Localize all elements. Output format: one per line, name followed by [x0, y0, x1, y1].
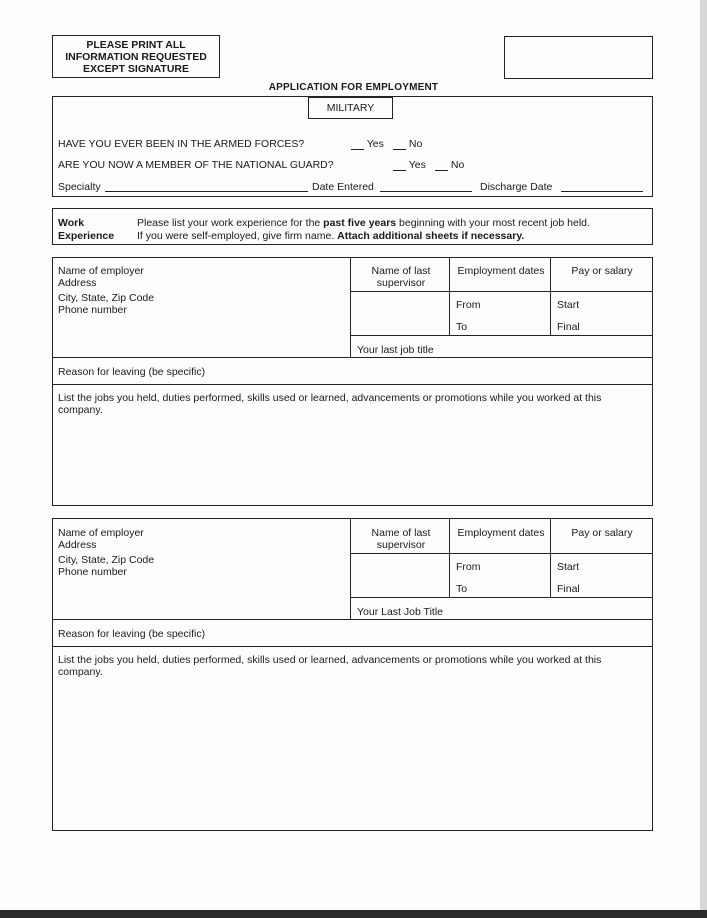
specialty-field[interactable] [105, 191, 308, 192]
scan-edge-bottom [0, 910, 707, 918]
to-label: To [456, 583, 468, 595]
work-instructions-line-2: If you were self-employed, give firm name. Attach additional sheets if necessary. [137, 230, 525, 242]
no-label: No [408, 138, 423, 150]
employer-phone-label: Phone number [58, 304, 127, 316]
date-entered-field[interactable] [380, 191, 472, 192]
print-notice [52, 35, 220, 78]
employer-address-label: Address [58, 539, 97, 551]
employer-phone-label: Phone number [58, 566, 127, 578]
yes-label: Yes [366, 138, 384, 150]
supervisor-label: Name of last supervisor [371, 265, 431, 289]
national-guard-question: ARE YOU NOW A MEMBER OF THE NATIONAL GUARD? [58, 159, 334, 171]
notice-line-2: INFORMATION REQUESTED [65, 51, 207, 63]
form-title: APPLICATION FOR EMPLOYMENT [268, 82, 439, 93]
scan-edge-right [700, 0, 707, 918]
armed-forces-question: HAVE YOU EVER BEEN IN THE ARMED FORCES? [58, 138, 305, 150]
armed-forces-yes[interactable] [351, 138, 384, 150]
national-guard-no[interactable] [435, 159, 464, 171]
to-label: To [456, 321, 468, 333]
employer-city-label: City, State, Zip Code [58, 292, 155, 304]
work-label: Work [58, 217, 85, 229]
supervisor-label: Name of last supervisor [371, 527, 431, 551]
employer-block-2 [52, 518, 653, 831]
discharge-date-field[interactable] [561, 191, 643, 192]
employer-address-label: Address [58, 277, 97, 289]
employment-dates-label: Employment dates [457, 265, 545, 277]
armed-forces-no[interactable] [393, 138, 422, 150]
date-entered-label: Date Entered [312, 181, 374, 193]
employer-name-label: Name of employer [58, 265, 144, 277]
notice-line-1: PLEASE PRINT ALL [86, 39, 186, 51]
start-label: Start [557, 561, 580, 573]
blank-header-box [504, 36, 653, 79]
employer-name-label: Name of employer [58, 527, 144, 539]
duties-label: List the jobs you held, duties performed, skills used or learned, advancements or promotions while you worked at this company. [58, 654, 602, 678]
pay-salary-label: Pay or salary [571, 265, 633, 277]
final-label: Final [557, 321, 580, 333]
discharge-date-label: Discharge Date [480, 181, 553, 193]
reason-leaving-label: Reason for leaving (be specific) [58, 366, 206, 378]
employer-city-label: City, State, Zip Code [58, 554, 155, 566]
job-title-label: Your Last Job Title [357, 606, 443, 618]
final-label: Final [557, 583, 580, 595]
from-label: From [456, 561, 481, 573]
national-guard-yes[interactable] [393, 159, 426, 171]
military-label: MILITARY [308, 97, 393, 119]
experience-label: Experience [58, 230, 115, 242]
employer-block-1 [52, 257, 653, 506]
reason-leaving-label: Reason for leaving (be specific) [58, 628, 206, 640]
start-label: Start [557, 299, 580, 311]
pay-salary-label: Pay or salary [571, 527, 633, 539]
no-label: No [450, 159, 465, 171]
job-title-label: Your last job title [357, 344, 434, 356]
notice-line-3: EXCEPT SIGNATURE [83, 63, 189, 75]
from-label: From [456, 299, 481, 311]
yes-label: Yes [408, 159, 426, 171]
work-instructions-line-1: Please list your work experience for the past five years beginning with your most recent job held. [137, 217, 590, 229]
employment-dates-label: Employment dates [457, 527, 545, 539]
duties-label: List the jobs you held, duties performed, skills used or learned, advancements or promotions while you worked at this company. [58, 392, 602, 416]
specialty-label: Specialty [58, 181, 101, 193]
